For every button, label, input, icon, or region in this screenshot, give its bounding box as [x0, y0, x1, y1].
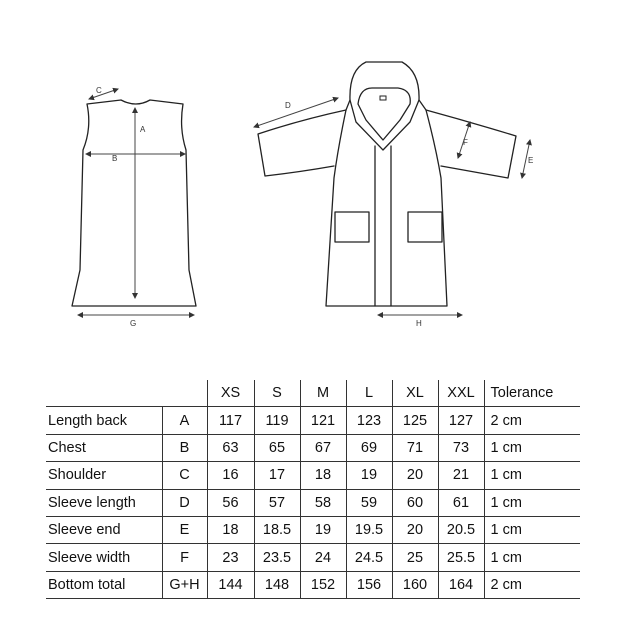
size-value: 17 [254, 462, 300, 489]
measure-letter: C [162, 462, 207, 489]
measure-letter: B [162, 434, 207, 461]
size-value: 19 [346, 462, 392, 489]
size-header: L [346, 380, 392, 407]
size-value: 121 [300, 407, 346, 434]
measure-letter: F [162, 544, 207, 571]
label-e: E [528, 156, 534, 165]
size-value: 71 [392, 434, 438, 461]
measure-letter: D [162, 489, 207, 516]
size-value: 123 [346, 407, 392, 434]
size-value: 56 [207, 489, 254, 516]
measure-name: Bottom total [46, 571, 162, 598]
table-row [46, 434, 580, 461]
size-value: 21 [438, 462, 484, 489]
size-value: 69 [346, 434, 392, 461]
size-value: 25.5 [438, 544, 484, 571]
size-value: 59 [346, 489, 392, 516]
tolerance-value: 1 cm [484, 489, 580, 516]
size-value: 24.5 [346, 544, 392, 571]
size-value: 156 [346, 571, 392, 598]
vest-drawing [72, 86, 196, 328]
label-b: B [112, 154, 118, 163]
size-value: 63 [207, 434, 254, 461]
size-value: 20 [392, 516, 438, 543]
size-value: 19 [300, 516, 346, 543]
table-row [46, 544, 580, 571]
label-d: D [285, 101, 291, 110]
size-value: 23.5 [254, 544, 300, 571]
measure-letter: G+H [162, 571, 207, 598]
table-row [46, 571, 580, 598]
label-a: A [140, 125, 146, 134]
size-value: 20.5 [438, 516, 484, 543]
measure-name: Sleeve end [46, 516, 162, 543]
size-value: 18.5 [254, 516, 300, 543]
size-value: 18 [300, 462, 346, 489]
size-value: 148 [254, 571, 300, 598]
hood-tab [380, 96, 386, 100]
label-f: F [463, 138, 468, 147]
tolerance-value: 2 cm [484, 571, 580, 598]
header-blank [46, 380, 162, 407]
size-value: 23 [207, 544, 254, 571]
measure-letter: E [162, 516, 207, 543]
size-value: 19.5 [346, 516, 392, 543]
size-header: XL [392, 380, 438, 407]
size-value: 160 [392, 571, 438, 598]
size-value: 61 [438, 489, 484, 516]
size-value: 127 [438, 407, 484, 434]
table-row [46, 462, 580, 489]
pocket-right [408, 212, 442, 242]
tolerance-value: 1 cm [484, 516, 580, 543]
size-value: 16 [207, 462, 254, 489]
size-value: 67 [300, 434, 346, 461]
size-value: 125 [392, 407, 438, 434]
robe-body [326, 100, 447, 306]
measure-name: Sleeve width [46, 544, 162, 571]
robe-drawing [254, 62, 533, 328]
measure-name: Chest [46, 434, 162, 461]
size-value: 117 [207, 407, 254, 434]
robe-sleeve-left [258, 110, 346, 176]
measure-name: Shoulder [46, 462, 162, 489]
tolerance-value: 1 cm [484, 544, 580, 571]
size-value: 57 [254, 489, 300, 516]
size-value: 20 [392, 462, 438, 489]
size-header: XS [207, 380, 254, 407]
size-value: 58 [300, 489, 346, 516]
header-blank [162, 380, 207, 407]
measure-line-c [89, 89, 118, 99]
table-row [46, 489, 580, 516]
size-value: 152 [300, 571, 346, 598]
tolerance-value: 1 cm [484, 462, 580, 489]
size-value: 65 [254, 434, 300, 461]
tolerance-header: Tolerance [484, 380, 580, 407]
tolerance-value: 1 cm [484, 434, 580, 461]
size-header: S [254, 380, 300, 407]
size-header: XXL [438, 380, 484, 407]
size-value: 18 [207, 516, 254, 543]
size-header: M [300, 380, 346, 407]
label-g: G [130, 319, 137, 328]
size-value: 164 [438, 571, 484, 598]
tolerance-value: 2 cm [484, 407, 580, 434]
size-value: 73 [438, 434, 484, 461]
measure-name: Length back [46, 407, 162, 434]
label-h: H [416, 319, 422, 328]
size-value: 144 [207, 571, 254, 598]
table-row [46, 516, 580, 543]
size-value: 24 [300, 544, 346, 571]
table-header-row [46, 380, 580, 407]
size-value: 119 [254, 407, 300, 434]
measure-letter: A [162, 407, 207, 434]
label-c: C [96, 86, 102, 95]
pocket-left [335, 212, 369, 242]
table-row [46, 407, 580, 434]
size-chart-table [46, 380, 580, 599]
size-value: 25 [392, 544, 438, 571]
vest-outline [72, 100, 196, 306]
measure-name: Sleeve length [46, 489, 162, 516]
size-value: 60 [392, 489, 438, 516]
